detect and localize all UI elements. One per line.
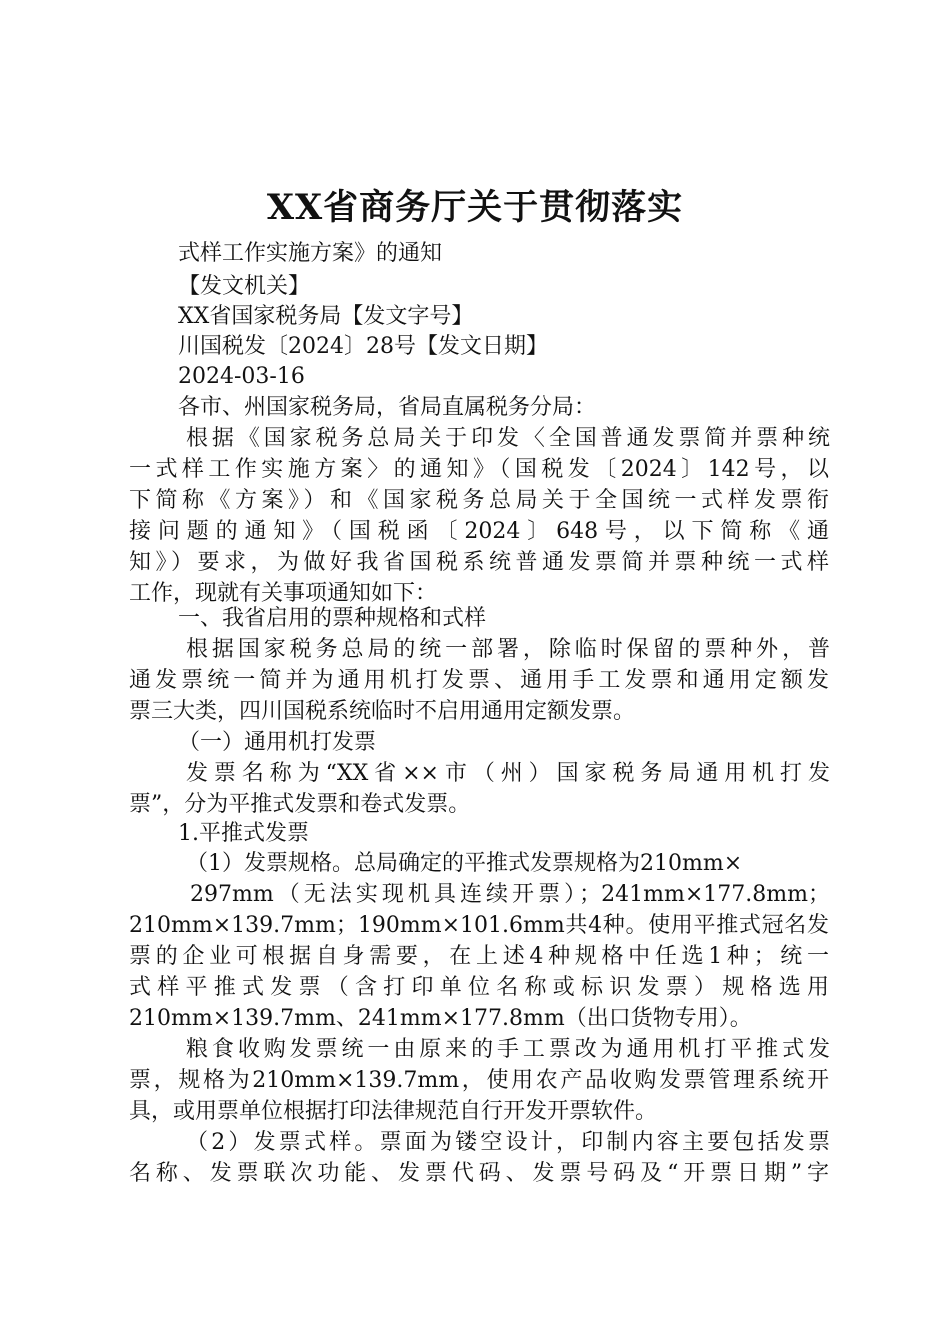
text-line: 名称、发票联次功能、发票代码、发票号码及“开票日期”字	[129, 1161, 829, 1186]
item-heading: 1.平推式发票	[178, 821, 309, 846]
text-line: 2024-03-16	[178, 364, 305, 389]
text-line: 一式样工作实施方案〉的通知》（国税发〔2024〕142号，以	[129, 457, 829, 482]
text-line: 粮食收购发票统一由原来的手工票改为通用机打平推式发	[186, 1037, 830, 1062]
text-line: 根据国家税务总局的统一部署，除临时保留的票种外，普	[186, 637, 830, 662]
text-line: 297mm（无法实现机具连续开票）；241mm×177.8mm；	[190, 882, 830, 907]
text-line: 210mm×139.7mm、241mm×177.8mm（出口货物专用）。	[129, 1006, 752, 1031]
text-line: 工作，现就有关事项通知如下：	[129, 581, 438, 606]
text-line: 【发文机关】	[178, 274, 311, 299]
text-line: 知》）要求，为做好我省国税系统普通发票简并票种统一式样	[129, 550, 829, 575]
text-line: 票三大类，四川国税系统临时不启用通用定额发票。	[129, 699, 636, 724]
document-title: XX省商务厅关于贯彻落实	[266, 187, 684, 228]
text-line: 根据《国家税务总局关于印发〈全国普通发票简并票种统	[186, 426, 830, 451]
text-line: 下简称《方案》）和《国家税务总局关于全国统一式样发票衔	[129, 488, 829, 513]
text-line: 式样工作实施方案》的通知	[178, 241, 443, 266]
text-line: （2）发票式样。票面为镂空设计，印制内容主要包括发票	[186, 1130, 830, 1155]
text-line: 票”，分为平推式发票和卷式发票。	[129, 792, 471, 817]
text-line: 接问题的通知》（国税函〔2024〕648号，以下简称《通	[129, 519, 829, 544]
text-line: 具，或用票单位根据打印法律规范自行开发开票软件。	[129, 1099, 658, 1124]
text-line: 票的企业可根据自身需要，在上述4种规格中任选1种；统一	[129, 944, 829, 969]
text-line: 票，规格为210mm×139.7mm，使用农产品收购发票管理系统开	[129, 1068, 829, 1093]
subsection-heading: （一）通用机打发票	[178, 730, 377, 755]
text-line: 发票名称为“XX省××市（州）国家税务局通用机打发	[186, 761, 830, 786]
text-line: 通发票统一简并为通用机打发票、通用手工发票和通用定额发	[129, 668, 829, 693]
text-line: 川国税发〔2024〕28号【发文日期】	[178, 334, 548, 359]
section-heading: 一、我省启用的票种规格和式样	[178, 606, 487, 631]
text-line: 式样平推式发票（含打印单位名称或标识发票）规格选用	[129, 975, 829, 1000]
text-line: 各市、州国家税务局，省局直属税务分局：	[178, 395, 597, 420]
text-line: 210mm×139.7mm；190mm×101.6mm共4种。使用平推式冠名发	[129, 913, 829, 938]
text-line: XX省国家税务局【发文字号】	[178, 304, 474, 329]
text-line: （1）发票规格。总局确定的平推式发票规格为210mm×	[186, 851, 743, 876]
